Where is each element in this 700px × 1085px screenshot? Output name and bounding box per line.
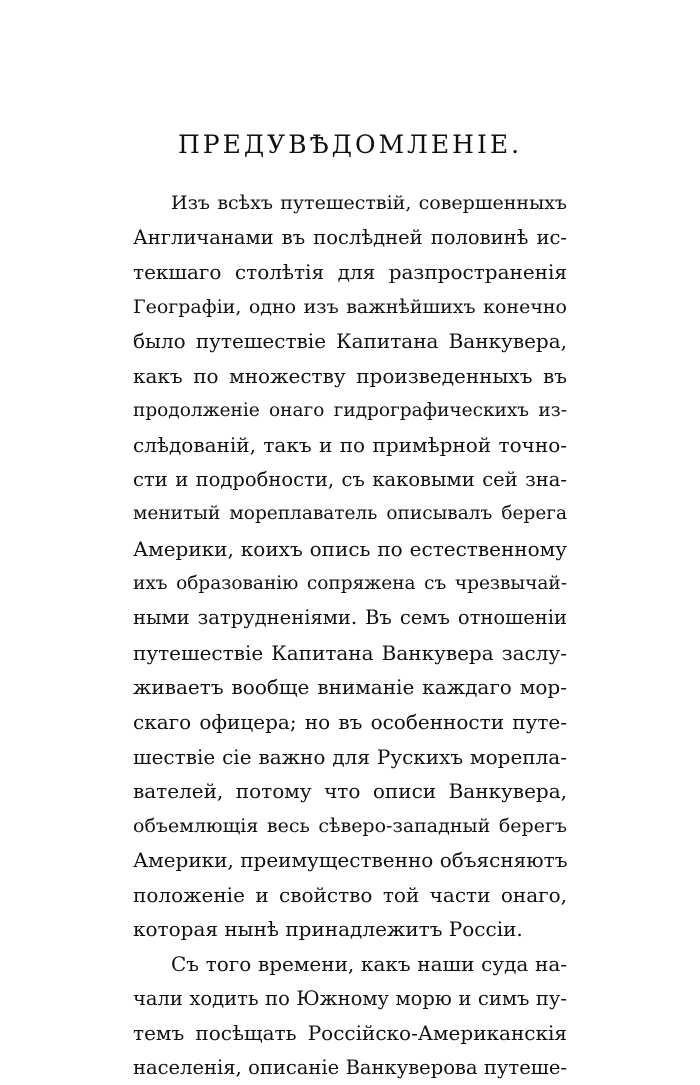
page-title: ПРЕДУВѢДОМЛЕНІЕ.	[177, 130, 523, 159]
text-line: живаетъ вообще вниманіе каждаго мор-	[133, 675, 567, 700]
text-line: Съ того времени, какъ наши суда на-	[171, 952, 567, 977]
text-line: Англичанами въ послѣдней половинѣ ис-	[133, 225, 567, 249]
text-line: чали ходить по Южному морю и симъ пу-	[133, 986, 567, 1010]
text-line: Америки, коихъ опись по естественному	[133, 536, 567, 561]
text-line: продолженіе онаго гидрографическихъ из-	[133, 399, 567, 421]
text-line: Изъ всѣхъ путешествій, совершенныхъ	[171, 192, 567, 214]
text-line: темъ посѣщать Россійско-Американскія	[133, 1021, 567, 1046]
text-line: какъ по множеству произведенныхъ въ	[133, 363, 567, 388]
text-line: было путешествіе Капитана Ванкувера,	[133, 329, 567, 354]
text-line: населенія, описаніе Ванкуверова путеше-	[133, 1055, 567, 1079]
text-line: скаго офицера; но въ особенности путе-	[133, 709, 567, 734]
text-line: Географіи, одно изъ важнѣйшихъ конечно	[133, 295, 567, 318]
text-line: слѣдованій, такъ и по примѣрной точно-	[133, 433, 567, 458]
text-line: ихъ образованію сопряжена съ чрезвычай-	[133, 572, 567, 594]
text-line: вателей, потому что описи Ванкувера,	[133, 779, 567, 804]
text-line: объемлющія весь сѣверо-западный берегъ	[133, 814, 567, 837]
text-line: текшаго столѣтія для разпространенія	[133, 260, 567, 285]
text-line: сти и подробности, съ каковыми сей зна-	[133, 467, 567, 491]
text-line: шествіе сіе важно для Рускихъ морепла-	[133, 744, 567, 769]
text-line: Америки, преимущественно объясняютъ	[133, 848, 568, 873]
body-text	[133, 186, 567, 1085]
text-line: которая нынѣ принадлежитъ Россіи.	[133, 917, 523, 942]
text-line: положеніе и свойство той части онаго,	[133, 882, 567, 907]
text-line: менитый мореплаватель описывалъ берега	[133, 503, 567, 525]
text-line: ными затрудненіями. Въ семъ отношеніи	[133, 606, 567, 630]
text-line: путешествіе Капитана Ванкувера заслу-	[133, 640, 567, 665]
